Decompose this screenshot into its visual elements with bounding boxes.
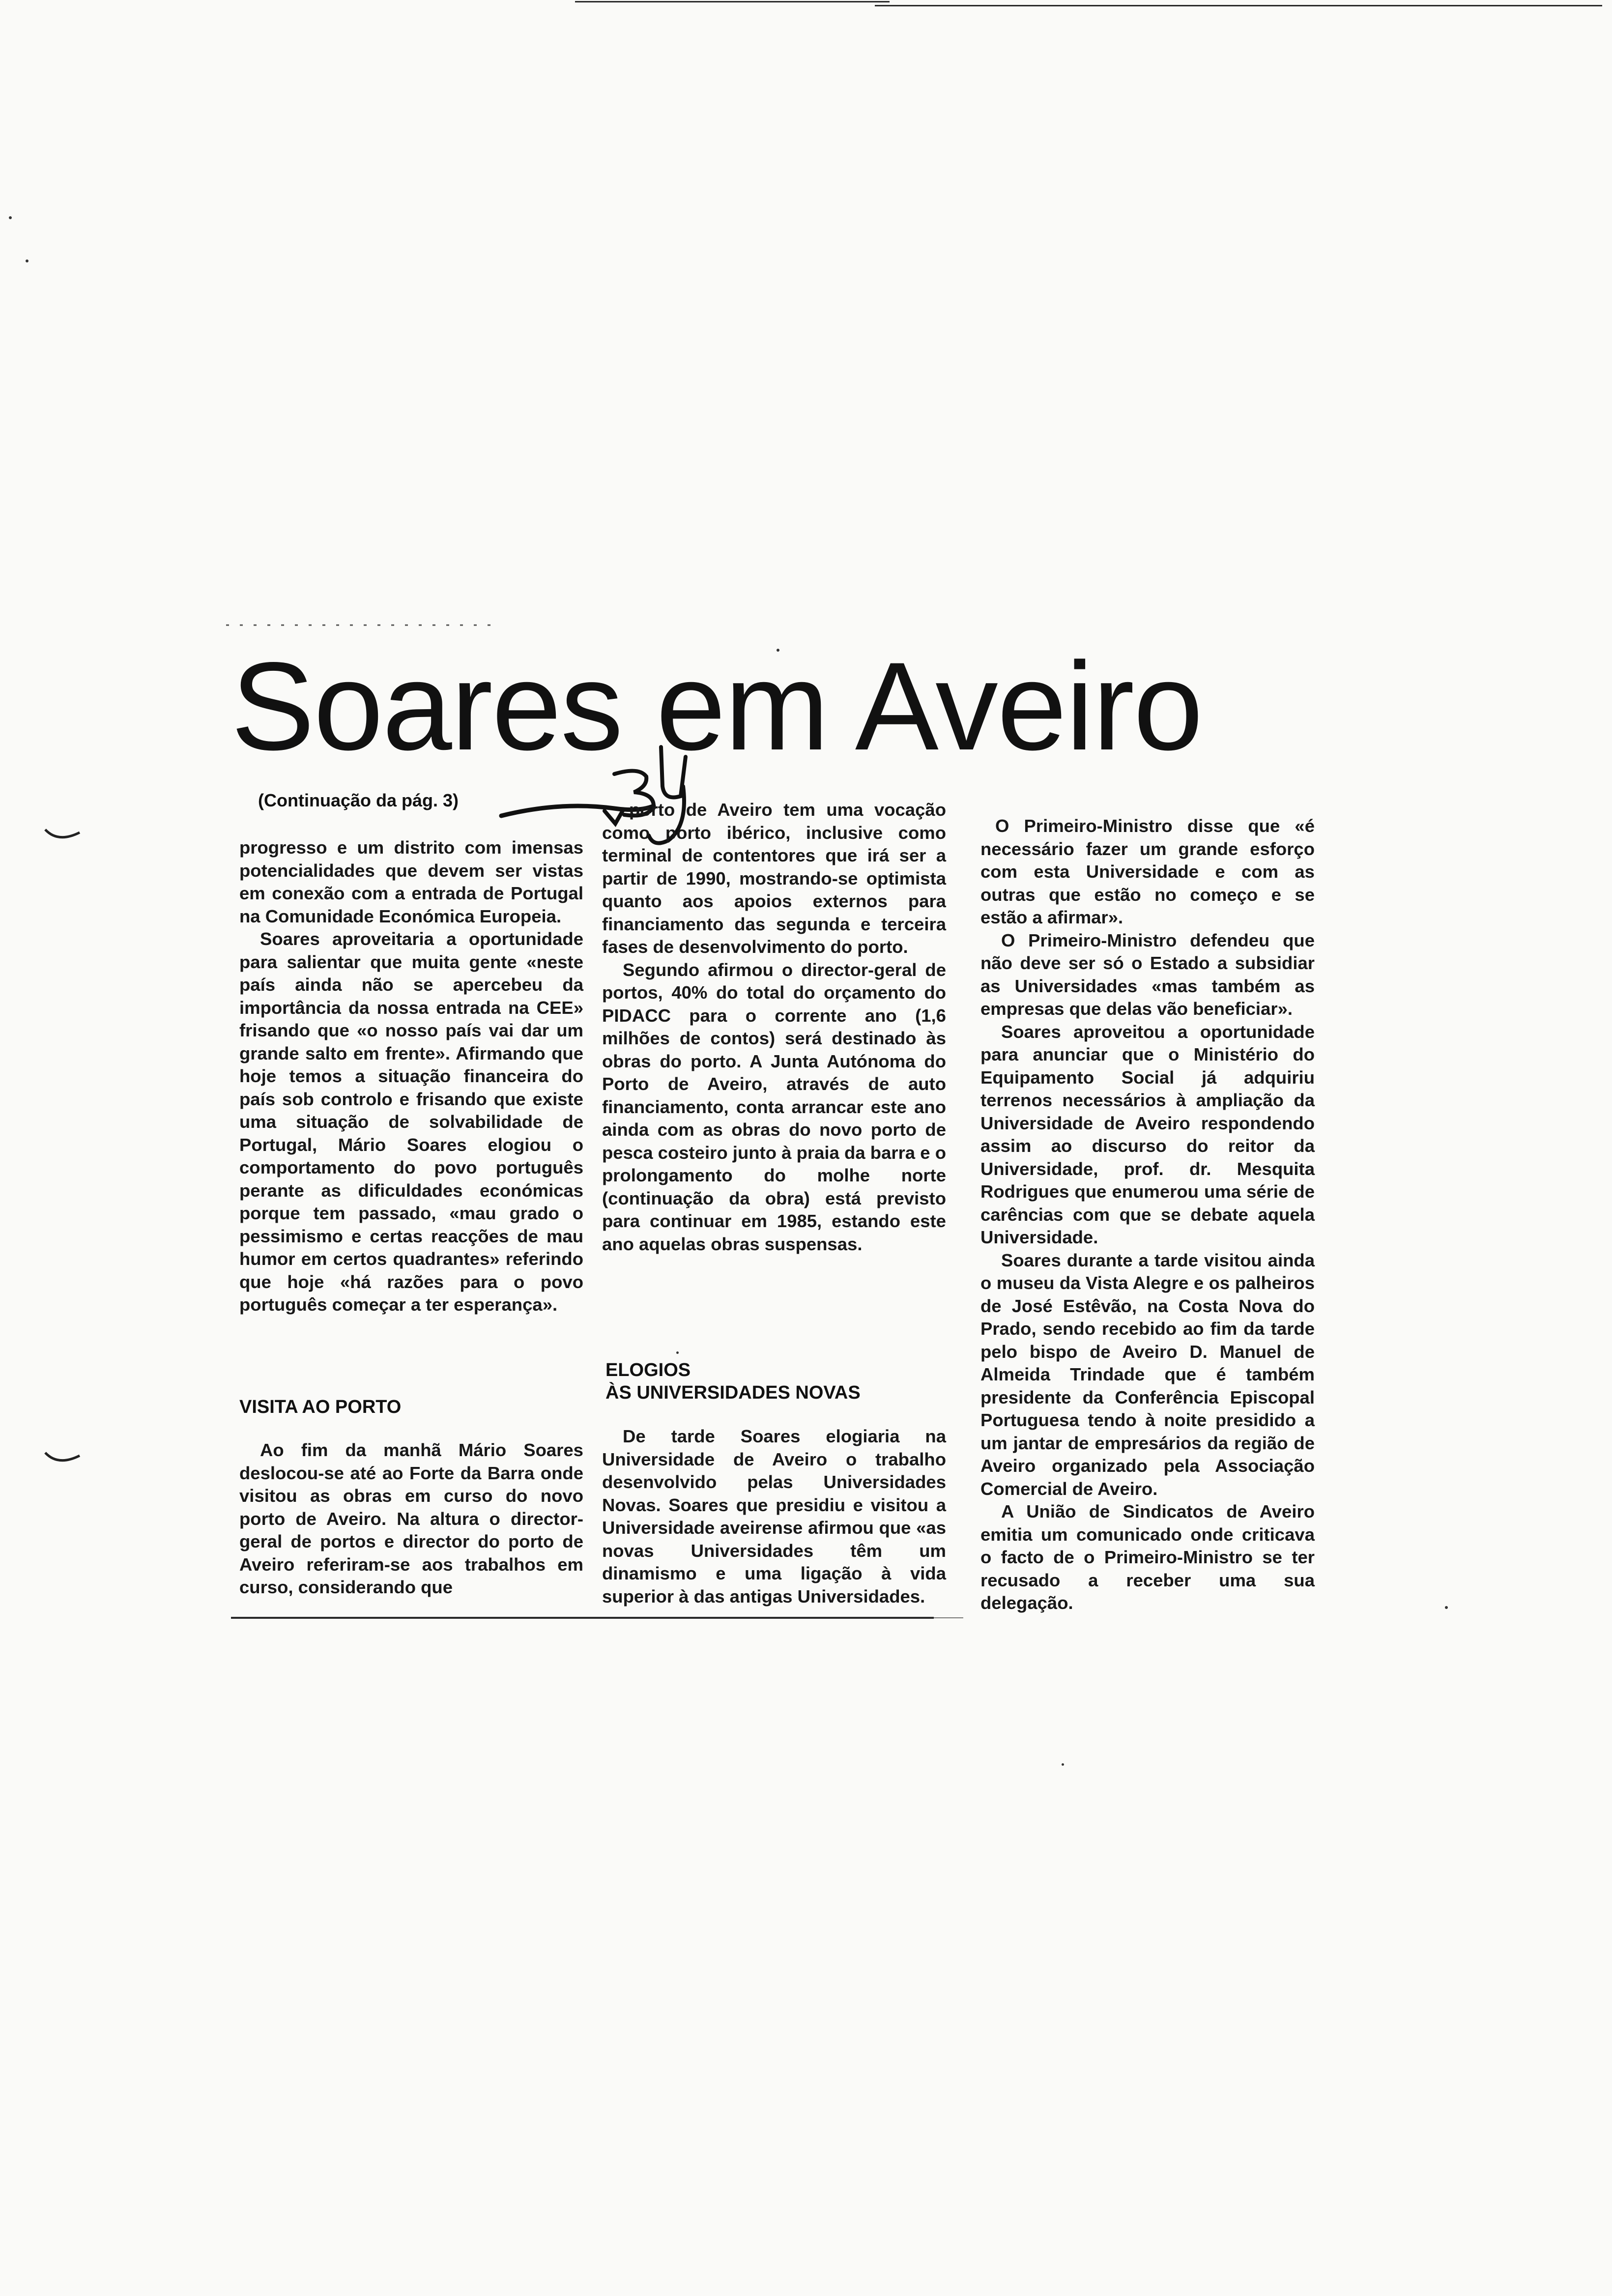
column-1-continued [239, 1439, 583, 1599]
article-bottom-rule-faint [934, 1617, 963, 1618]
column-2 [602, 799, 946, 1256]
paragraph: De tarde Soares elogiaria na Universidade de Aveiro o trabalho desenvolvido pelas Universidades Novas. Soares que presidiu e visitou a Universidade aveirense afirmou que «as novas Universidades têm um dinamismo e uma ligação à vida superior à das antigas Universidades. [602, 1426, 946, 1607]
scan-speck [1445, 1606, 1448, 1609]
column-1 [239, 836, 583, 1317]
paragraph: O Primeiro-Ministro defendeu que não deve ser só o Estado a subsidiar as Universidades «mas também as empresas que delas vão beneficiar». [980, 930, 1315, 1019]
scan-speck [9, 216, 12, 219]
paragraph: Ao fim da manhã Mário Soares deslocou-se até ao Forte da Barra onde visitou as obras em curso do novo porto de Aveiro. Na altura o director-geral de portos e director do porto de Aveiro referiram-se aos trabalhos em curso, considerando que [239, 1440, 583, 1597]
paragraph: porto de Aveiro tem uma vocação como porto ibérico, inclusive como terminal de contentores que irá ser a partir de 1990, mostrando-se optimista quanto aos apoios externos para financiamento das segunda e terceira fases de desenvolvimento do porto. [602, 800, 946, 957]
column-2-continued [602, 1425, 946, 1608]
scan-dotted-strip [226, 620, 501, 630]
punch-hole-mark-lower [43, 1449, 83, 1468]
subhead-line: ELOGIOS [605, 1360, 691, 1380]
top-border-line-right [875, 5, 1602, 6]
scan-speck [26, 259, 29, 262]
column-3 [980, 815, 1315, 1615]
headline: Soares em Aveiro [231, 636, 1203, 776]
top-border-line-left [575, 1, 890, 2]
scan-speck [676, 1351, 679, 1354]
subhead-line: ÀS UNIVERSIDADES NOVAS [605, 1382, 861, 1403]
article-bottom-rule [231, 1617, 934, 1619]
paragraph: Soares durante a tarde visitou ainda o museu da Vista Alegre e os palheiros de José Estêvão, na Costa Nova do Prado, sendo recebido ao fim da tarde pelo bispo de Aveiro D. Manuel de Almeida Trindade que é também presidente da Conferência Episcopal Portuguesa tendo à noite presidido a um jantar de empresários da região de Aveiro organizado pela Associação Comercial de Aveiro. [980, 1250, 1315, 1499]
paragraph: Soares aproveitaria a oportunidade para salientar que muita gente «neste país ainda não se apercebeu da importância da nossa entrada na CEE» frisando que «o nosso país vai dar um grande salto em frente». Afirmando que hoje temos a situação financeira do país sob controlo e frisando que existe uma situação de solvabilidade de Portugal, Mário Soares elogiou o comportamento do povo português perante as dificuldades económicas porque tem passado, «mau grado o pessimismo e certas reacções de mau humor em certos quadrantes» referindo que hoje «há razões para o povo português começar a ter esperança». [239, 929, 583, 1315]
scan-speck [1062, 1763, 1064, 1766]
paragraph: Soares aproveitou a oportunidade para anunciar que o Ministério do Equipamento Social já adquiriu terrenos necessários à ampliação da Universidade de Aveiro respondendo assim ao discurso do reitor da Universidade, prof. dr. Mesquita Rodrigues que enumerou uma série de carências com que se debate aquela Universidade. [980, 1021, 1315, 1247]
paragraph: A União de Sindicatos de Aveiro emitia um comunicado onde criticava o facto de o Primeiro-Ministro se ter recusado a receber uma sua delegação. [980, 1501, 1315, 1613]
subhead-visita-ao-porto: VISITA AO PORTO [239, 1397, 402, 1417]
paragraph: Segundo afirmou o director-geral de portos, 40% do total do orçamento do PIDACC para o corrente ano (1,6 milhões de contos) será destinado às obras do porto. A Junta Autónoma do Porto de Aveiro, através de auto financiamento, conta arrancar este ano ainda com as obras do novo porto de pesca costeiro junto à praia da barra e o prolongamento do molhe norte (continuação da obra) está previsto para continuar em 1985, estando este ano aquelas obras suspensas. [602, 959, 946, 1254]
continuation-note: (Continuação da pág. 3) [258, 790, 459, 810]
paragraph: progresso e um distrito com imensas potencialidades que devem ser vistas em conexão com a entrada de Portugal na Comunidade Económica Europeia. [239, 837, 583, 926]
punch-hole-mark-upper [43, 826, 83, 845]
subhead-elogios [605, 1359, 861, 1404]
paragraph: O Primeiro-Ministro disse que «é necessário fazer um grande esforço com esta Universidade e com as outras que estão no começo e se estão a afirmar». [980, 816, 1315, 927]
